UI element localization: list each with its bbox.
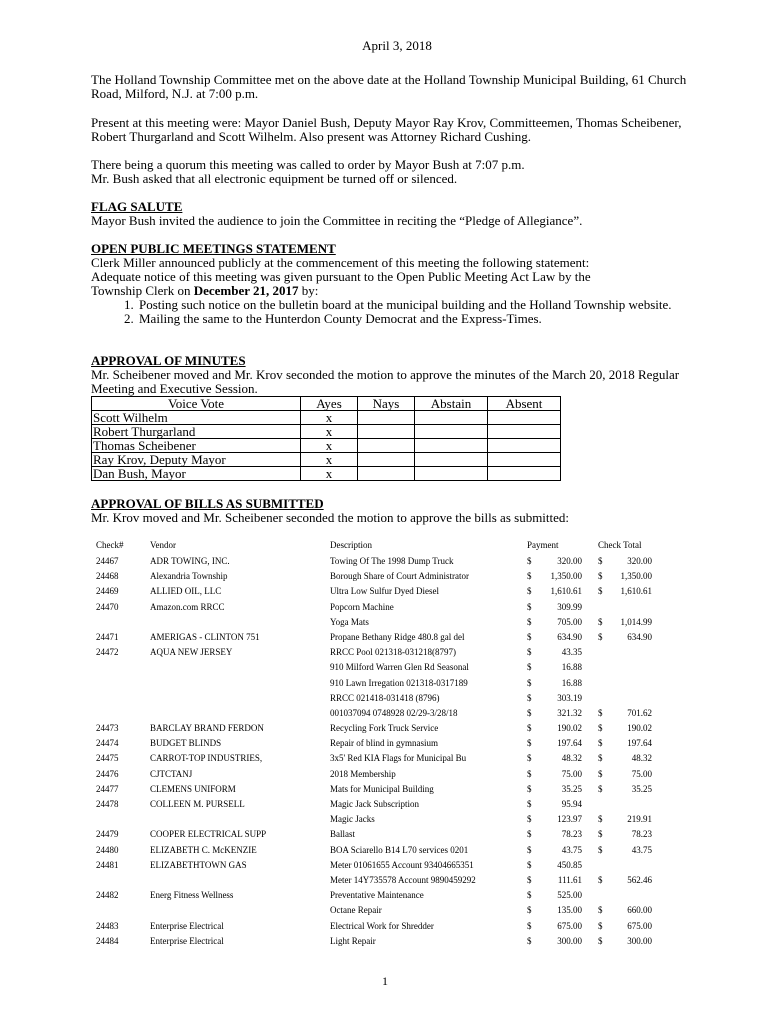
opma-heading: OPEN PUBLIC MEETINGS STATEMENT	[91, 241, 336, 256]
bill-row	[91, 556, 703, 571]
bill-description: Magic Jacks	[330, 814, 375, 825]
bill-row	[91, 602, 703, 617]
bill-description: Octane Repair	[330, 905, 382, 916]
bill-vendor: ADR TOWING, INC.	[150, 556, 230, 566]
bill-row	[91, 784, 703, 799]
bill-check-total: 1,350.00	[620, 571, 652, 582]
opma-notice-date: December 21, 2017	[193, 283, 299, 298]
opma-section	[91, 242, 703, 326]
total-currency-symbol: $	[598, 844, 603, 855]
vote-header-row	[92, 397, 561, 411]
payment-currency-symbol: $	[527, 586, 532, 597]
bill-check-number: 24480	[96, 844, 119, 855]
bill-description: 001037094 0748928 02/29-3/28/18	[330, 707, 458, 718]
bill-row	[91, 860, 703, 875]
payment-currency-symbol: $	[527, 571, 532, 582]
vote-abstain	[415, 439, 488, 453]
bill-row	[91, 662, 703, 677]
bill-vendor: AQUA NEW JERSEY	[150, 647, 233, 658]
bill-vendor: Alexandria Township	[150, 571, 228, 582]
bill-row	[91, 708, 703, 723]
bill-payment: 43.35	[561, 647, 582, 658]
bill-check-total: 1,014.99	[620, 616, 652, 627]
bills-text: Mr. Krov moved and Mr. Scheibener seconded the motion to approve the bills as submitted:	[91, 510, 570, 525]
bill-payment: 303.19	[557, 692, 582, 703]
payment-currency-symbol: $	[527, 874, 532, 885]
bill-check-number: 24469	[96, 586, 119, 597]
bill-row	[91, 753, 703, 768]
bill-vendor: CLEMENS UNIFORM	[150, 783, 236, 794]
vote-row	[92, 439, 561, 453]
minutes-section	[91, 354, 703, 396]
bill-description: Popcorn Machine	[330, 601, 394, 612]
bill-check-number: 24482	[96, 890, 119, 901]
bill-description: Yoga Mats	[330, 616, 369, 627]
bill-check-total: 701.62	[627, 707, 652, 718]
bills-header-check: Check#	[96, 540, 124, 550]
bill-payment: 1,610.61	[550, 586, 582, 597]
total-currency-symbol: $	[598, 874, 603, 885]
total-currency-symbol: $	[598, 556, 603, 566]
payment-currency-symbol: $	[527, 829, 532, 840]
vote-aye: x	[301, 439, 358, 453]
bill-description: Electrical Work for Shredder	[330, 920, 434, 931]
bill-check-number: 24471	[96, 631, 119, 642]
bill-check-number: 24470	[96, 601, 119, 612]
total-currency-symbol: $	[598, 935, 603, 946]
bill-payment: 48.32	[561, 753, 582, 764]
vote-abstain	[415, 467, 488, 481]
bill-check-number: 24478	[96, 799, 119, 809]
vote-header-voice-vote: Voice Vote	[92, 397, 301, 411]
bills-table	[91, 540, 703, 951]
bill-description: Propane Bethany Ridge 480.8 gal del	[330, 631, 465, 642]
bills-header-payment: Payment	[527, 540, 559, 550]
bill-payment: 1,350.00	[550, 571, 582, 582]
payment-currency-symbol: $	[527, 890, 532, 901]
bill-payment: 190.02	[557, 723, 582, 734]
bill-payment: 197.64	[557, 738, 582, 749]
payment-currency-symbol: $	[527, 707, 532, 718]
payment-currency-symbol: $	[527, 753, 532, 764]
bill-check-total: 197.64	[627, 738, 652, 749]
minutes-vote-table	[91, 396, 561, 481]
bill-payment: 16.88	[561, 677, 582, 688]
bill-row	[91, 647, 703, 662]
bill-vendor: ALLIED OIL, LLC	[150, 586, 222, 597]
bill-check-number: 24467	[96, 556, 119, 566]
bill-payment: 135.00	[557, 905, 582, 916]
bill-vendor: BARCLAY BRAND FERDON	[150, 723, 264, 734]
bill-row	[91, 693, 703, 708]
bill-vendor: ELIZABETHTOWN GAS	[150, 859, 247, 870]
bills-header-description: Description	[330, 540, 372, 550]
total-currency-symbol: $	[598, 571, 603, 582]
bill-vendor: CARROT-TOP INDUSTRIES,	[150, 753, 263, 764]
total-currency-symbol: $	[598, 829, 603, 840]
bills-heading: APPROVAL OF BILLS AS SUBMITTED	[91, 496, 324, 511]
vote-row	[92, 425, 561, 439]
vote-nay	[358, 467, 415, 481]
bill-check-number: 24475	[96, 753, 119, 764]
total-currency-symbol: $	[598, 753, 603, 764]
minutes-heading: APPROVAL OF MINUTES	[91, 353, 246, 368]
voter-name: Ray Krov, Deputy Mayor	[92, 453, 301, 467]
vote-nay	[358, 411, 415, 425]
bill-payment: 300.00	[557, 935, 582, 946]
bill-vendor: Energ Fitness Wellness	[150, 890, 234, 901]
bill-description: 3x5' Red KIA Flags for Municipal Bu	[330, 753, 467, 764]
bill-description: 910 Milford Warren Glen Rd Seasonal	[330, 662, 469, 673]
opma-item-mailing: 2. Mailing the same to the Hunterdon County Democrat and the Express-Times.	[137, 312, 703, 326]
bill-check-total: 634.90	[627, 631, 652, 642]
minutes-text: Mr. Scheibener moved and Mr. Krov seconded the motion to approve the minutes of the March 20, 2018 Regular Meeting and Executive Session.	[91, 367, 680, 396]
bill-row	[91, 814, 703, 829]
page-number: 1	[382, 974, 388, 988]
bill-vendor: COLLEEN M. PURSELL	[150, 799, 245, 809]
vote-nay	[358, 439, 415, 453]
total-currency-symbol: $	[598, 768, 603, 779]
bill-payment: 123.97	[557, 814, 582, 825]
bill-check-total: 43.75	[631, 844, 652, 855]
payment-currency-symbol: $	[527, 601, 532, 612]
payment-currency-symbol: $	[527, 647, 532, 658]
bill-row	[91, 845, 703, 860]
bill-payment: 78.23	[561, 829, 582, 840]
vote-nay	[358, 453, 415, 467]
bill-description: 2018 Membership	[330, 768, 396, 779]
bill-vendor: COOPER ELECTRICAL SUPP	[150, 829, 267, 840]
payment-currency-symbol: $	[527, 814, 532, 825]
voter-name: Robert Thurgarland	[92, 425, 301, 439]
bill-rows	[91, 556, 703, 951]
bill-check-number: 24479	[96, 829, 119, 840]
total-currency-symbol: $	[598, 723, 603, 734]
bills-header-row	[91, 540, 703, 556]
bill-description: 910 Lawn Irregation 021318-0317189	[330, 677, 468, 688]
bill-row	[91, 571, 703, 586]
bill-payment: 111.61	[557, 874, 582, 885]
bill-row	[91, 738, 703, 753]
opma-line-3	[91, 284, 703, 298]
opma-line-3-post: by:	[298, 283, 319, 298]
bill-payment: 634.90	[557, 631, 582, 642]
bill-vendor: CJTCTANJ	[150, 768, 193, 779]
bill-description: Preventative Maintenance	[330, 890, 424, 901]
bill-description: Borough Share of Court Administrator	[330, 571, 469, 582]
bill-check-total: 219.91	[627, 814, 652, 825]
bill-description: Light Repair	[330, 935, 376, 946]
vote-row	[92, 467, 561, 481]
bill-check-total: 78.23	[631, 829, 652, 840]
bill-description: Meter 14Y735578 Account 9890459292	[330, 874, 476, 885]
bill-description: Ultra Low Sulfur Dyed Diesel	[330, 586, 439, 597]
payment-currency-symbol: $	[527, 859, 532, 870]
bill-check-total: 320.00	[627, 556, 652, 566]
bill-payment: 309.99	[557, 601, 582, 612]
bill-row	[91, 936, 703, 951]
payment-currency-symbol: $	[527, 631, 532, 642]
bill-description: RRCC 021418-031418 (8796)	[330, 692, 440, 703]
bill-check-total: 675.00	[627, 920, 652, 931]
bill-row	[91, 890, 703, 905]
payment-currency-symbol: $	[527, 556, 532, 566]
total-currency-symbol: $	[598, 616, 603, 627]
payment-currency-symbol: $	[527, 844, 532, 855]
bill-check-total: 300.00	[627, 935, 652, 946]
bills-section	[91, 497, 703, 525]
bill-check-number: 24484	[96, 935, 119, 946]
payment-currency-symbol: $	[527, 723, 532, 734]
bill-vendor: AMERIGAS - CLINTON 751	[150, 631, 260, 642]
quorum-line: There being a quorum this meeting was called to order by Mayor Bush at 7:07 p.m.	[91, 157, 525, 172]
bill-row	[91, 921, 703, 936]
bill-row	[91, 799, 703, 814]
bill-description: Repair of blind in gymnasium	[330, 738, 438, 749]
vote-absent	[488, 453, 561, 467]
opma-list	[91, 298, 703, 326]
bill-check-total: 1,610.61	[620, 586, 652, 597]
vote-row	[92, 411, 561, 425]
voter-name: Thomas Scheibener	[92, 439, 301, 453]
flag-salute-heading: FLAG SALUTE	[91, 199, 183, 214]
bill-check-total: 75.00	[631, 768, 652, 779]
payment-currency-symbol: $	[527, 662, 532, 673]
bill-description: Magic Jack Subscription	[330, 799, 419, 809]
vote-aye: x	[301, 411, 358, 425]
payment-currency-symbol: $	[527, 616, 532, 627]
bill-description: Towing Of The 1998 Dump Truck	[330, 556, 454, 566]
total-currency-symbol: $	[598, 783, 603, 794]
bill-row	[91, 586, 703, 601]
bill-payment: 95.94	[561, 799, 582, 809]
bill-row	[91, 632, 703, 647]
vote-absent	[488, 467, 561, 481]
quorum-paragraph	[91, 158, 703, 186]
bill-check-total: 660.00	[627, 905, 652, 916]
bill-vendor: Amazon.com RRCC	[150, 601, 225, 612]
bills-header-check-total: Check Total	[598, 540, 642, 550]
bill-check-number: 24472	[96, 647, 119, 658]
bill-check-total: 562.46	[627, 874, 652, 885]
payment-currency-symbol: $	[527, 768, 532, 779]
bill-payment: 321.32	[557, 707, 582, 718]
payment-currency-symbol: $	[527, 783, 532, 794]
opma-line-2: Adequate notice of this meeting was given pursuant to the Open Public Meeting Act Law by the	[91, 269, 591, 284]
bill-description: Mats for Municipal Building	[330, 783, 434, 794]
total-currency-symbol: $	[598, 631, 603, 642]
flag-salute-text: Mayor Bush invited the audience to join the Committee in reciting the “Pledge of Allegiance”.	[91, 213, 583, 228]
bill-row	[91, 769, 703, 784]
bill-payment: 320.00	[557, 556, 582, 566]
bill-description: BOA Sciarello B14 L70 services 0201	[330, 844, 469, 855]
electronics-line: Mr. Bush asked that all electronic equipment be turned off or silenced.	[91, 171, 458, 186]
vote-absent	[488, 439, 561, 453]
bill-vendor: Enterprise Electrical	[150, 935, 224, 946]
bill-description: Meter 01061655 Account 93404665351	[330, 859, 474, 870]
payment-currency-symbol: $	[527, 935, 532, 946]
bill-payment: 705.00	[557, 616, 582, 627]
bill-row	[91, 905, 703, 920]
bill-check-total: 190.02	[627, 723, 652, 734]
vote-nay	[358, 425, 415, 439]
bill-payment: 43.75	[561, 844, 582, 855]
bills-header-vendor: Vendor	[150, 540, 176, 550]
bill-vendor: Enterprise Electrical	[150, 920, 224, 931]
vote-aye: x	[301, 467, 358, 481]
vote-header-nays: Nays	[358, 397, 415, 411]
bill-vendor: ELIZABETH C. McKENZIE	[150, 844, 257, 855]
vote-header-abstain: Abstain	[415, 397, 488, 411]
total-currency-symbol: $	[598, 920, 603, 931]
meeting-date: April 3, 2018	[362, 38, 432, 53]
vote-absent	[488, 425, 561, 439]
bill-payment: 16.88	[561, 662, 582, 673]
bill-check-number: 24481	[96, 859, 119, 870]
bill-vendor: BUDGET BLINDS	[150, 738, 222, 749]
total-currency-symbol: $	[598, 814, 603, 825]
bill-check-total: 35.25	[631, 783, 652, 794]
bill-check-total: 48.32	[631, 753, 652, 764]
bill-check-number: 24468	[96, 571, 119, 582]
bill-row	[91, 678, 703, 693]
bill-check-number: 24477	[96, 783, 119, 794]
flag-salute-section	[91, 200, 703, 228]
bill-description: Recycling Fork Truck Service	[330, 723, 439, 734]
payment-currency-symbol: $	[527, 920, 532, 931]
vote-abstain	[415, 425, 488, 439]
bill-row	[91, 829, 703, 844]
payment-currency-symbol: $	[527, 799, 532, 809]
payment-currency-symbol: $	[527, 738, 532, 749]
vote-header-absent: Absent	[488, 397, 561, 411]
bill-payment: 75.00	[561, 768, 582, 779]
bill-payment: 450.85	[557, 859, 582, 870]
bill-check-number: 24473	[96, 723, 119, 734]
attendance-paragraph: Present at this meeting were: Mayor Daniel Bush, Deputy Mayor Ray Krov, Committeemen, Thomas Scheibener, Robert Thurgarland and Scott Wilhelm. Also present was Attorney Richard Cushing.	[91, 115, 682, 144]
total-currency-symbol: $	[598, 586, 603, 597]
bill-payment: 525.00	[557, 890, 582, 901]
bill-payment: 675.00	[557, 920, 582, 931]
opma-item-posting: 1. Posting such notice on the bulletin board at the municipal building and the Holland Township website.	[137, 298, 703, 312]
vote-aye: x	[301, 425, 358, 439]
total-currency-symbol: $	[598, 905, 603, 916]
vote-header-ayes: Ayes	[301, 397, 358, 411]
bill-row	[91, 875, 703, 890]
vote-abstain	[415, 453, 488, 467]
payment-currency-symbol: $	[527, 905, 532, 916]
total-currency-symbol: $	[598, 738, 603, 749]
opma-line-1: Clerk Miller announced publicly at the commencement of this meeting the following statement:	[91, 255, 590, 270]
voter-name: Scott Wilhelm	[92, 411, 301, 425]
vote-absent	[488, 411, 561, 425]
total-currency-symbol: $	[598, 707, 603, 718]
vote-aye: x	[301, 453, 358, 467]
bill-payment: 35.25	[561, 783, 582, 794]
intro-paragraph: The Holland Township Committee met on the above date at the Holland Township Municipal Building, 61 Church Road, Milford, N.J. at 7:00 p.m.	[91, 72, 687, 101]
payment-currency-symbol: $	[527, 692, 532, 703]
bill-row	[91, 617, 703, 632]
opma-line-3-pre: Township Clerk on	[91, 283, 194, 298]
bill-row	[91, 723, 703, 738]
bill-description: Ballast	[330, 829, 355, 840]
vote-row	[92, 453, 561, 467]
bill-check-number: 24483	[96, 920, 119, 931]
payment-currency-symbol: $	[527, 677, 532, 688]
bill-check-number: 24474	[96, 738, 119, 749]
vote-abstain	[415, 411, 488, 425]
bill-check-number: 24476	[96, 768, 119, 779]
bill-description: RRCC Pool 021318-031218(8797)	[330, 647, 457, 658]
voter-name: Dan Bush, Mayor	[92, 467, 301, 481]
